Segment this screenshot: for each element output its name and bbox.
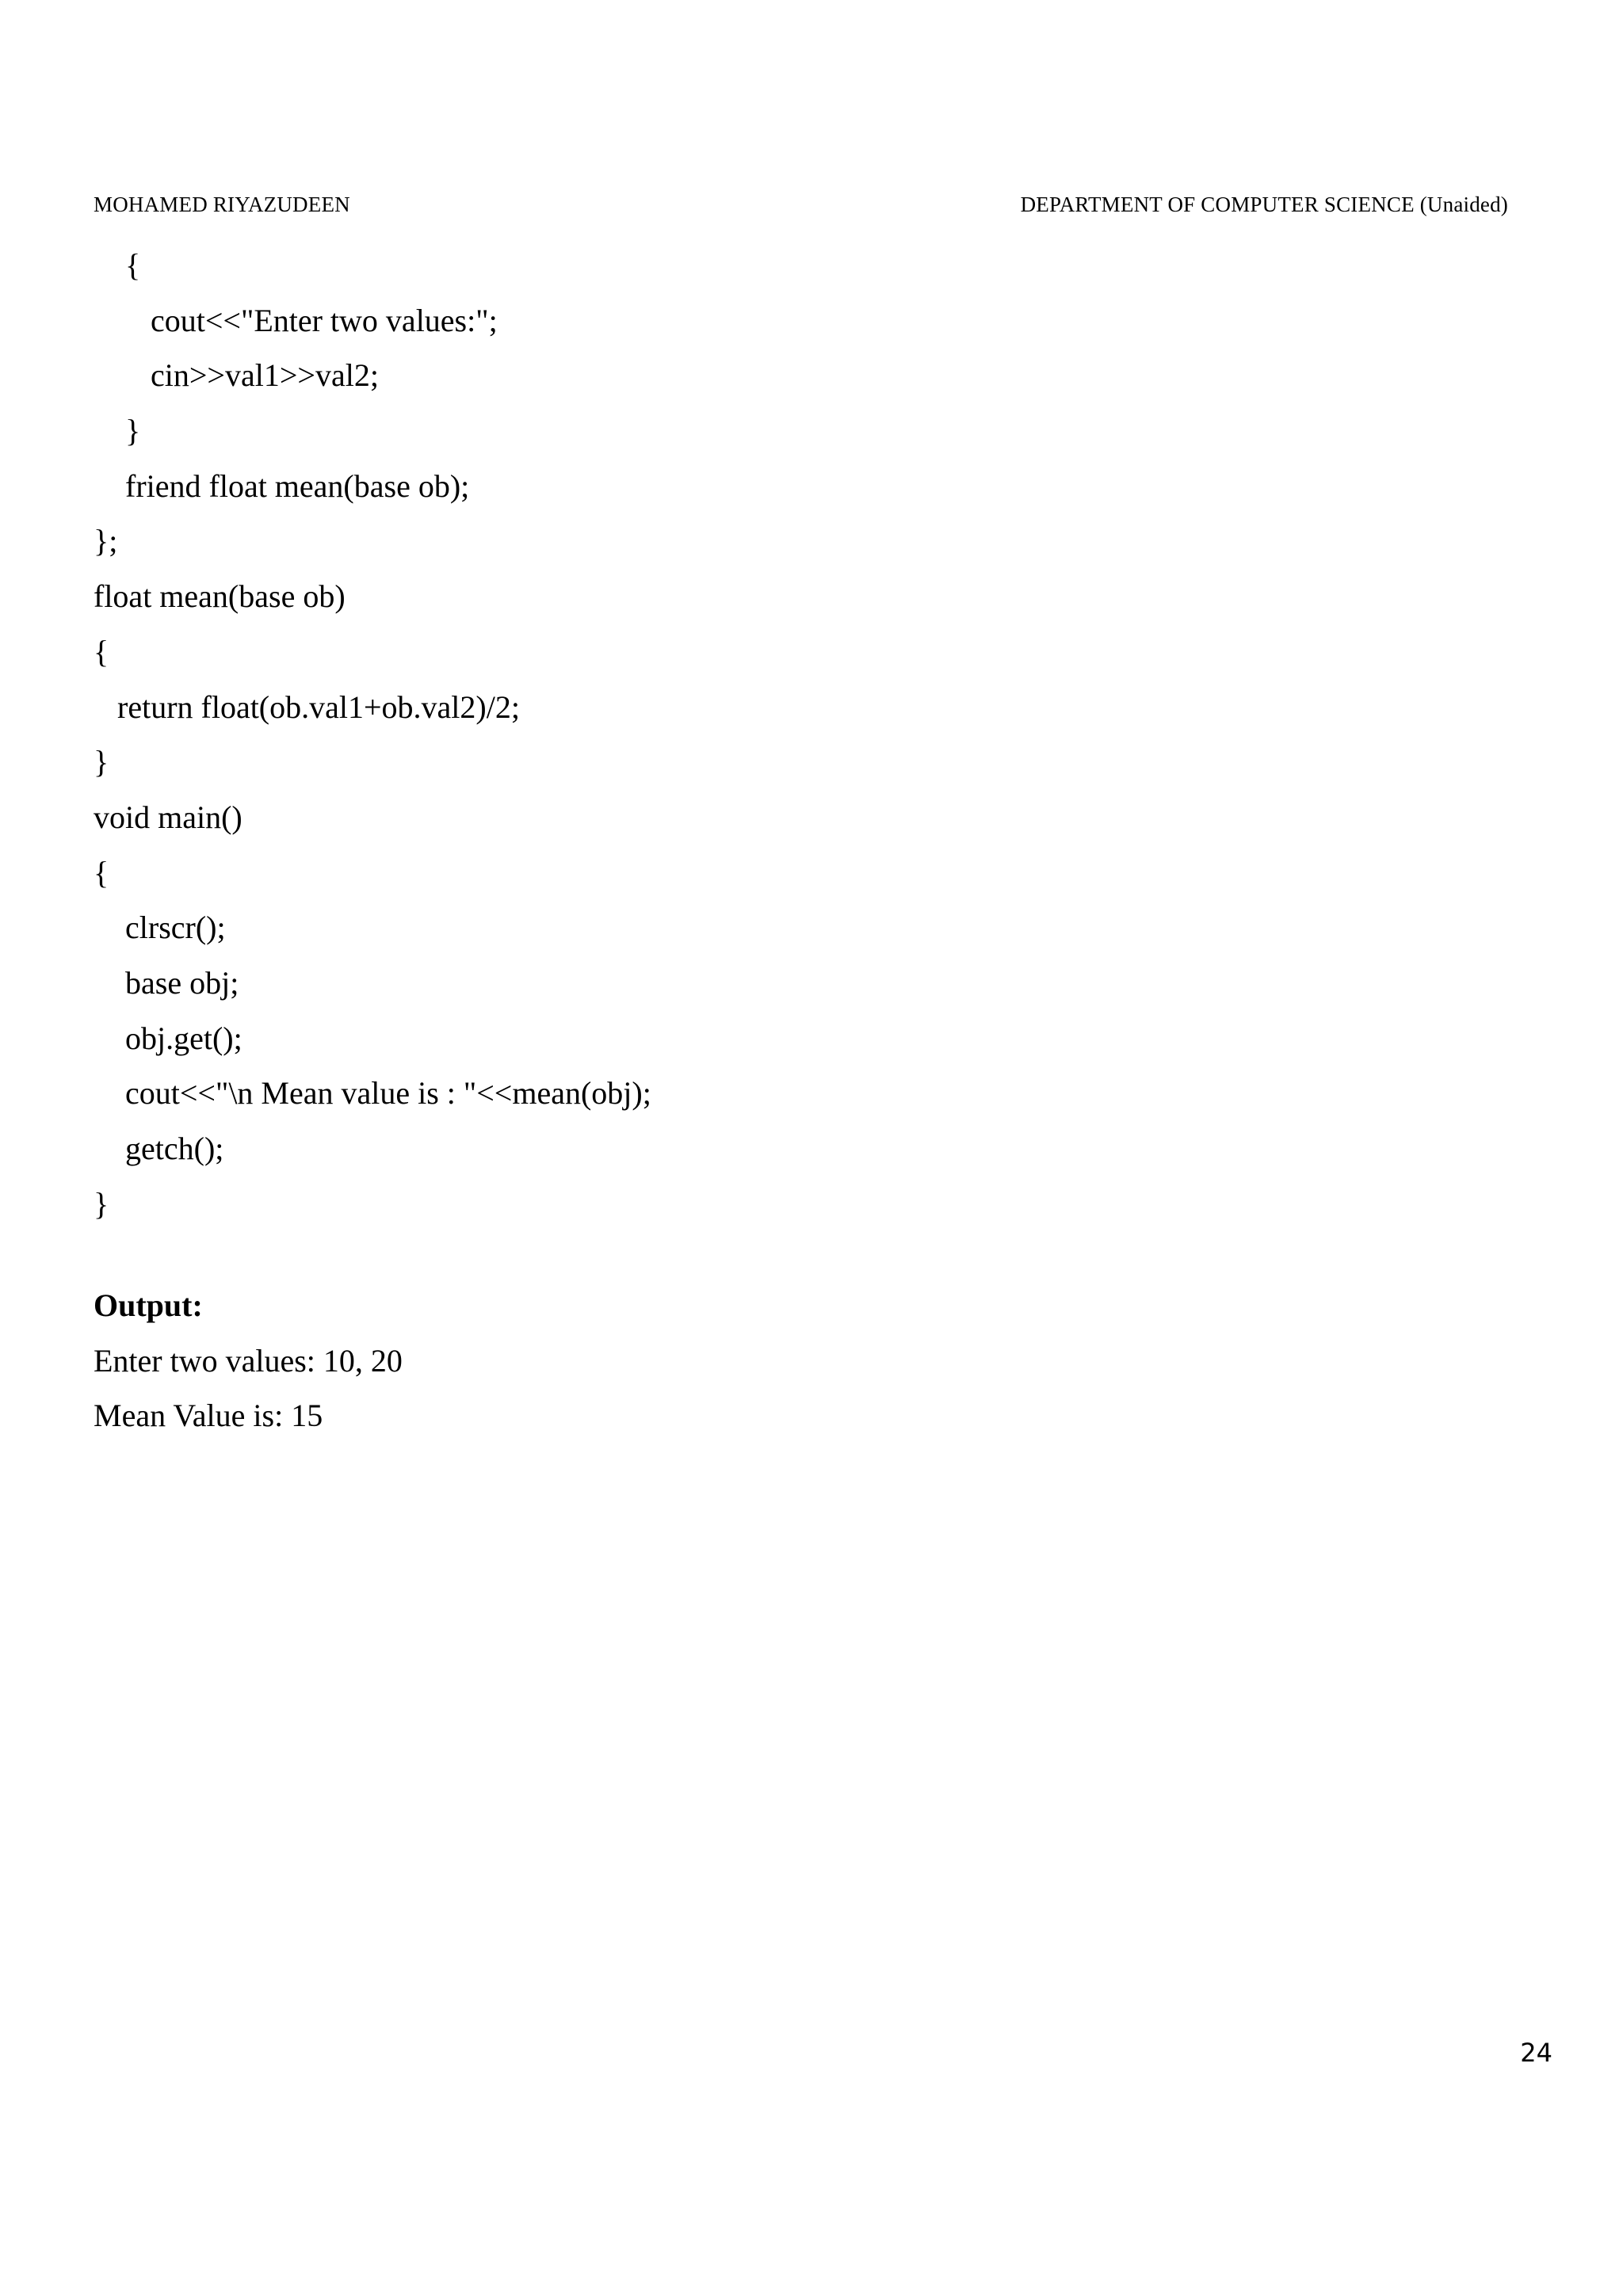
- code-line: cin>>val1>>val2;: [151, 357, 379, 394]
- header-author: MOHAMED RIYAZUDEEN: [94, 193, 350, 216]
- code-line: }: [94, 1185, 109, 1222]
- code-line: cout<<"\n Mean value is : "<<mean(obj);: [125, 1075, 651, 1112]
- output-section: [94, 1278, 403, 1444]
- output-line: Mean Value is: 15: [94, 1398, 323, 1434]
- code-line: {: [94, 633, 109, 669]
- code-line: float mean(base ob): [94, 578, 346, 615]
- header-department: DEPARTMENT OF COMPUTER SCIENCE (Unaided): [1020, 193, 1508, 216]
- code-line: };: [94, 523, 118, 559]
- code-line: clrscr();: [125, 910, 226, 946]
- code-line: }: [125, 413, 141, 449]
- code-line: base obj;: [125, 964, 239, 1001]
- code-line: cout<<"Enter two values:";: [151, 302, 498, 338]
- code-line: {: [125, 247, 141, 283]
- output-line: Enter two values: 10, 20: [94, 1342, 403, 1379]
- output-heading: Output:: [94, 1287, 203, 1323]
- page-number: 24: [1520, 2038, 1552, 2068]
- code-line: void main(): [94, 799, 242, 835]
- code-line: getch();: [125, 1131, 224, 1166]
- code-line: }: [94, 744, 109, 780]
- code-line: obj.get();: [125, 1020, 242, 1056]
- code-listing: [94, 238, 1520, 1231]
- code-line: friend float mean(base ob);: [125, 467, 470, 504]
- code-line: {: [94, 854, 109, 891]
- code-line: return float(ob.val1+ob.val2)/2;: [117, 688, 520, 725]
